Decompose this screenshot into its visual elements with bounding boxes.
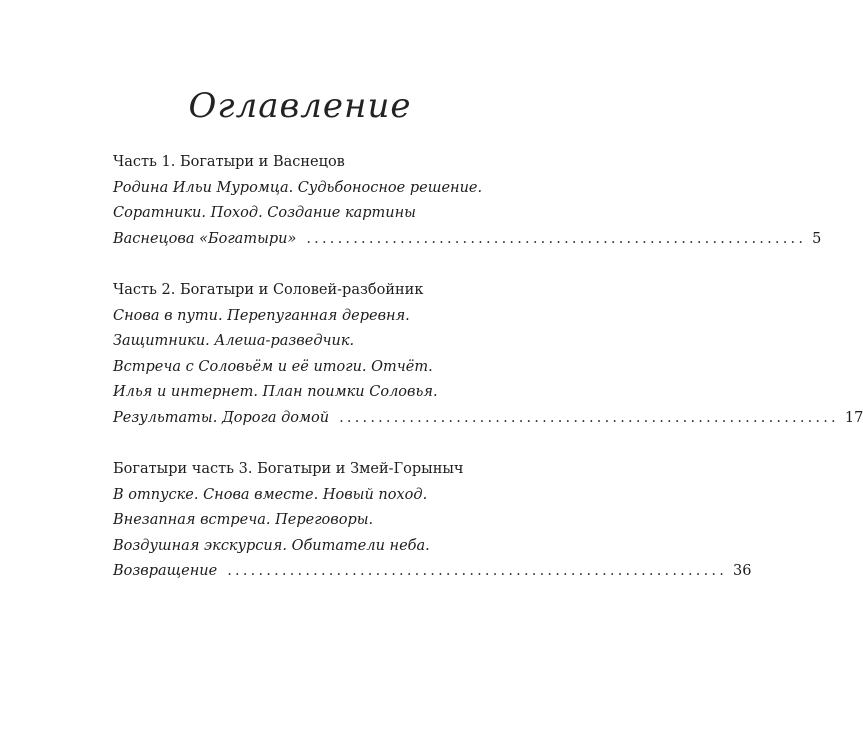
- dot-leader: ................................................................: [306, 230, 807, 247]
- page-number: 36: [733, 563, 752, 579]
- toc-entry: В отпуске. Снова вместе. Новый поход.: [113, 486, 428, 503]
- page-number: 17: [844, 409, 863, 426]
- toc-entry: Встреча с Соловьём и её итоги. Отчёт.: [113, 358, 433, 375]
- part-title: Часть 1. Богатыри и Васнецов: [113, 154, 345, 170]
- toc-entry: Илья и интернет. План поимки Соловья.: [113, 384, 438, 400]
- toc-entry: Возвращение: [113, 563, 218, 579]
- toc-entry: Защитники. Алеша-разведчик.: [113, 333, 355, 349]
- toc-entry-with-page: [113, 406, 863, 432]
- table-of-contents: [113, 150, 863, 611]
- toc-entry: Воздушная экскурсия. Обитатели неба.: [113, 537, 430, 554]
- part-title: Богатыри часть 3. Богатыри и Змей-Горыныч: [113, 461, 464, 477]
- part-title: Часть 2. Богатыри и Соловей-разбойник: [113, 282, 424, 298]
- toc-entry: Результаты. Дорога домой: [113, 409, 330, 426]
- toc-entry-with-page: [113, 227, 822, 253]
- toc-part-2: [113, 278, 863, 431]
- toc-entry-with-page: [113, 559, 752, 585]
- toc-entry: Соратники. Поход. Создание картины: [113, 205, 416, 221]
- page-number: 5: [812, 230, 822, 247]
- toc-entry: Родина Ильи Муромца. Судьбоносное решение.: [113, 179, 483, 196]
- toc-part-3: [113, 457, 752, 585]
- dot-leader: ................................................................: [339, 409, 839, 426]
- toc-entry: Васнецова «Богатыри»: [113, 230, 297, 247]
- toc-part-1: [113, 150, 822, 252]
- page-title: Оглавление: [188, 86, 412, 126]
- dot-leader: ................................................................: [227, 563, 728, 579]
- toc-entry: Внезапная встреча. Переговоры.: [113, 512, 374, 528]
- toc-entry: Снова в пути. Перепуганная деревня.: [113, 307, 410, 324]
